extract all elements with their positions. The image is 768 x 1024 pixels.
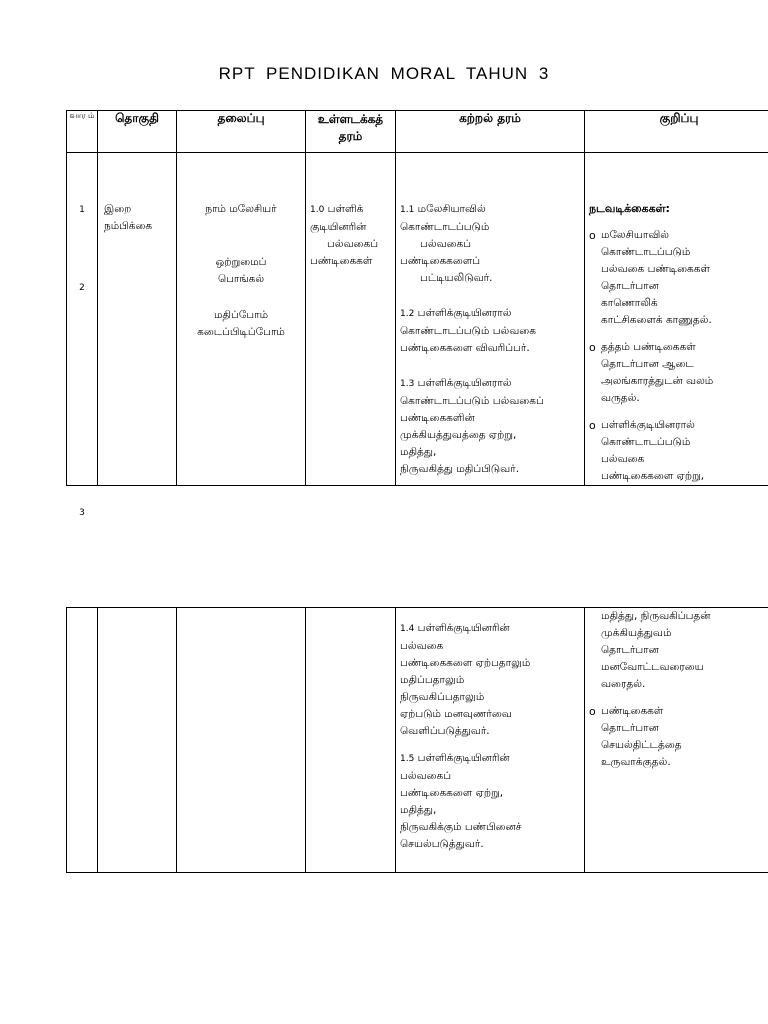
table-header-row <box>67 111 768 153</box>
unit-line: நம்பிக்கை <box>104 220 153 232</box>
learning-standard-cell <box>396 153 585 486</box>
week-number: 3 <box>79 508 85 518</box>
activity-item <box>589 417 768 485</box>
standard-text: பள்ளிக்குடியினரின் <box>417 622 510 634</box>
standard-text: மதித்து, <box>400 446 437 458</box>
activity-text: மனவோட்டவரையை <box>601 661 704 673</box>
topic-cell <box>177 608 306 873</box>
activity-text: பள்ளிக்குடியினரால் <box>601 419 695 431</box>
standard-text: மதித்து, <box>400 804 437 816</box>
standard-number: 1.5 <box>400 754 415 764</box>
page-title: RPT PENDIDIKAN MORAL TAHUN 3 <box>218 64 550 83</box>
activity-text: பல்வகை <box>601 453 645 465</box>
standard-text: பண்டிகைகளைப் <box>400 255 481 267</box>
standard-number: 1.0 <box>310 205 325 215</box>
activity-text: செயல்திட்டத்தை <box>601 739 682 751</box>
standard-text: கொண்டாடப்படும் பல்வகை <box>400 325 536 337</box>
standard-text: நிருவகிப்பதாலும் <box>400 691 485 703</box>
activity-text: வருதல். <box>601 392 640 404</box>
notes-cell <box>585 153 768 486</box>
unit-cell <box>98 608 177 873</box>
table-row <box>67 608 768 873</box>
header-week: வார ம் <box>67 111 98 153</box>
activity-text: பல்வகை பண்டிகைகள் <box>601 263 710 275</box>
standard-text: பள்ளிக்குடியினரால் <box>417 377 512 389</box>
table-row <box>67 153 768 486</box>
scheme-table-2 <box>66 607 768 873</box>
learning-standard-cell <box>396 608 585 873</box>
header-learning-standard: கற்றல் தரம் <box>396 111 585 153</box>
activity-text: கொண்டாடப்படும் <box>601 436 691 448</box>
week-cell <box>67 608 98 873</box>
activity-text: தத்தம் பண்டிகைகள் <box>601 341 696 353</box>
standard-number: 1.1 <box>400 205 415 215</box>
standard-text: பட்டியலிடுவர். <box>420 272 493 284</box>
standard-text: பல்வகைப் <box>326 238 379 250</box>
standard-text: கொண்டாடப்படும் <box>400 221 490 233</box>
week-number: 1 <box>79 205 85 215</box>
activity-text: கொண்டாடப்படும் <box>601 246 691 258</box>
standard-text: பல்வகைப் <box>420 238 472 250</box>
week-number: 2 <box>79 283 85 293</box>
activity-text: தொடர்பான <box>601 280 659 292</box>
standard-number: 1.2 <box>400 309 415 319</box>
activity-text: உருவாக்குதல். <box>601 756 671 768</box>
bullet-icon: o <box>589 419 596 432</box>
standard-text: பண்டிகைகளின் <box>400 412 475 424</box>
standard-text: வெளிப்படுத்துவர். <box>400 725 490 737</box>
standard-text: பண்டிகைகளை ஏற்பதாலும் <box>400 657 531 669</box>
bullet-icon: o <box>589 229 596 242</box>
activity-text: காட்சிகளைக் காணுதல். <box>601 314 712 326</box>
standard-text: கொண்டாடப்படும் பல்வகைப் <box>400 395 544 407</box>
topic-line: ஒற்றுமைப் <box>215 256 267 268</box>
standard-text: மதிப்பதாலும் <box>400 674 465 686</box>
standard-text: பண்டிகைகளை விவரிப்பர். <box>400 342 530 354</box>
header-topic: தலைப்பு <box>177 111 306 153</box>
activity-text: பண்டிகைகளை ஏற்று, <box>601 470 705 482</box>
standard-text: நிருவகிக்கும் பண்பினைச் <box>400 821 522 833</box>
standard-text: முக்கியத்துவத்தை ஏற்று, <box>400 429 517 441</box>
content-standard-cell <box>306 608 396 873</box>
bullet-icon: o <box>589 705 596 718</box>
standard-text: மலேசியாவில் <box>417 203 486 215</box>
activity-item <box>589 227 768 329</box>
activity-text: முக்கியத்துவம் <box>601 627 672 639</box>
week-cell <box>67 153 98 518</box>
standard-text: நிருவகித்து மதிப்பிடுவர். <box>400 463 520 475</box>
topic-line: மதிப்போம் <box>213 309 269 321</box>
activity-text: மலேசியாவில் <box>601 229 669 241</box>
content-standard-cell <box>306 153 396 486</box>
activity-text: தொடர்பான <box>601 722 659 734</box>
activity-item <box>589 339 768 407</box>
header-notes: குறிப்பு <box>585 111 768 153</box>
topic-line: கடைப்பிடிப்போம் <box>197 326 285 338</box>
activity-text: மதித்து, நிருவகிப்பதன் <box>601 610 711 622</box>
activity-text: பண்டிகைகள் <box>601 705 664 717</box>
unit-line: இறை <box>104 203 132 215</box>
topic-line: பொங்கல் <box>217 273 265 285</box>
standard-text: குடியினரின் <box>310 221 367 233</box>
standard-text: பள்ளிக்குடியினரின் <box>417 752 510 764</box>
standard-text: செயல்படுத்துவர். <box>400 838 484 850</box>
standard-number: 1.3 <box>400 379 415 389</box>
activity-text: வரைதல். <box>601 678 646 690</box>
standard-text: பண்டிகைகள் <box>310 255 373 267</box>
activity-text: தொடர்பான <box>601 644 659 656</box>
topic-cell <box>177 153 306 486</box>
standard-text: பல்வகை <box>400 640 444 652</box>
scheme-table-1 <box>66 110 768 518</box>
standard-text: பள்ளிக்குடியினரால் <box>417 307 512 319</box>
standard-text: பண்டிகைகளை ஏற்று, <box>400 787 504 799</box>
standard-text: ஏற்படும் மனவுணர்வை <box>400 708 512 720</box>
unit-cell <box>98 153 177 486</box>
activity-item <box>589 608 768 693</box>
header-content-standard: உள்ளடக்கத் தரம் <box>306 111 396 153</box>
activity-item <box>589 703 768 771</box>
bullet-icon: o <box>589 341 596 354</box>
activity-text: அலங்காரத்துடன் வலம் <box>601 375 714 387</box>
topic-line: நாம் மலேசியர் <box>205 203 277 215</box>
activity-text: தொடர்பான ஆடை <box>601 358 694 370</box>
notes-cell <box>585 608 768 873</box>
activities-label: நடவடிக்கைகள்: <box>589 202 670 215</box>
header-unit: தொகுதி <box>98 111 177 153</box>
standard-text: பள்ளிக் <box>327 203 364 215</box>
standard-text: பல்வகைப் <box>400 770 452 782</box>
activity-text: காணொலிக் <box>601 297 658 309</box>
standard-number: 1.4 <box>400 624 415 634</box>
